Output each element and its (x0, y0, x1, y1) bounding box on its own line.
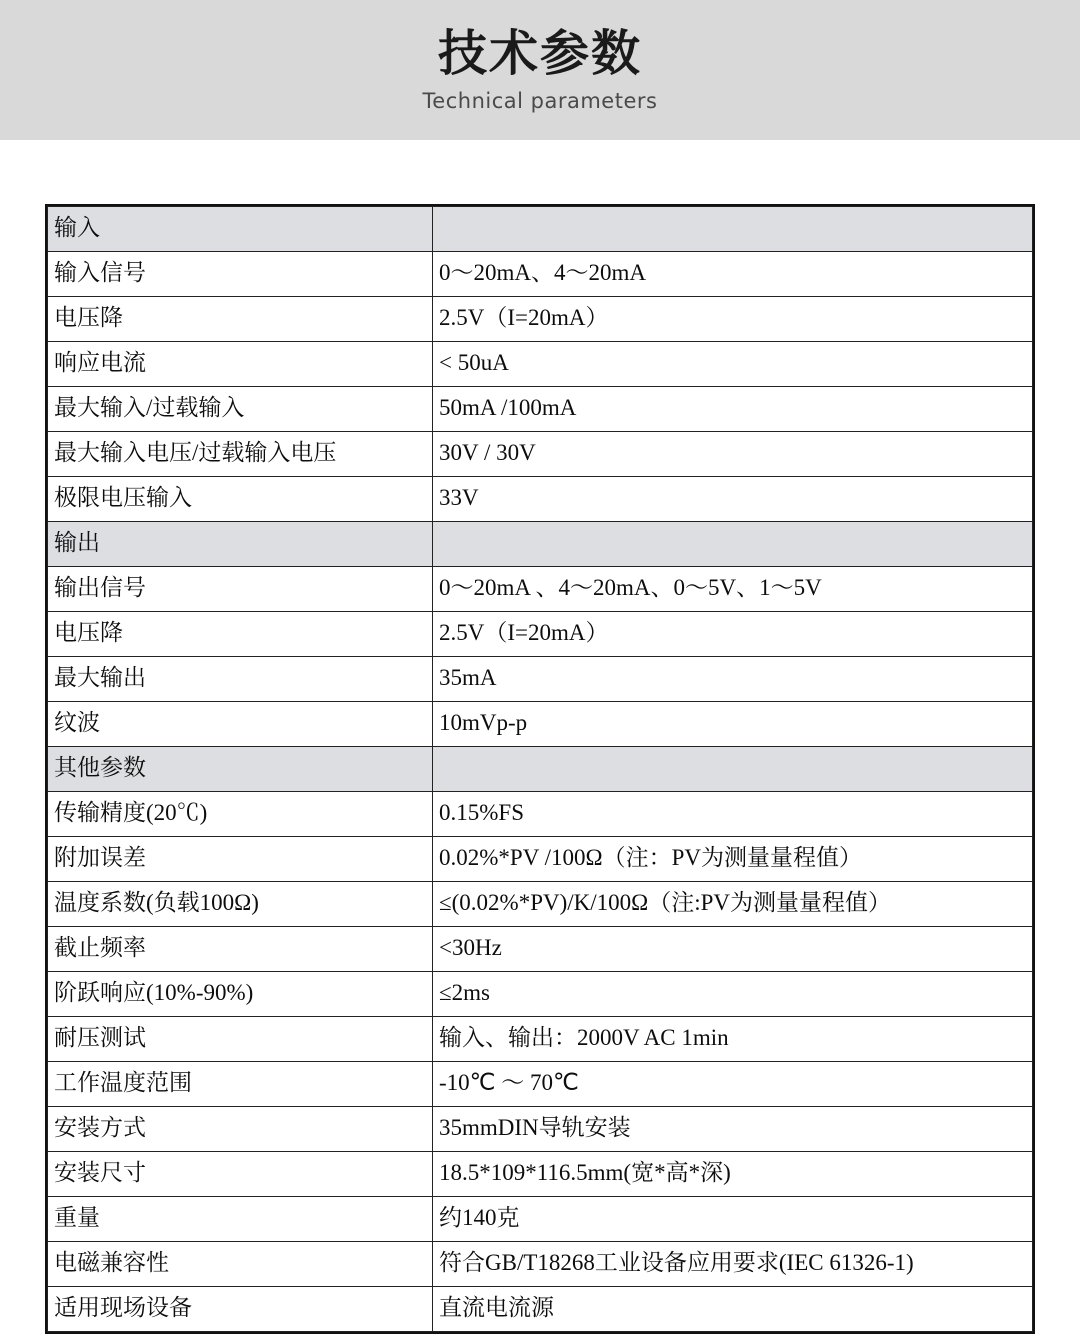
table-row (48, 1017, 1033, 1062)
table-row (48, 702, 1033, 747)
table-cell-value: 50mA /100mA (433, 387, 1033, 432)
table-row (48, 972, 1033, 1017)
table-row (48, 882, 1033, 927)
table-cell-value: 30V / 30V (433, 432, 1033, 477)
table-cell-value: 0.02%*PV /100Ω（注：PV为测量量程值） (433, 837, 1033, 882)
table-cell-label: 阶跃响应(10%-90%) (48, 972, 433, 1017)
table-cell-label: 重量 (48, 1197, 433, 1242)
table-cell-label: 输出信号 (48, 567, 433, 612)
table-cell-value: 输入、输出：2000V AC 1min (433, 1017, 1033, 1062)
table-row (48, 792, 1033, 837)
table-row (48, 1107, 1033, 1152)
table-cell-label: 电压降 (48, 297, 433, 342)
table-cell-label: 截止频率 (48, 927, 433, 972)
table-cell-value: ≤2ms (433, 972, 1033, 1017)
table-cell-label: 适用现场设备 (48, 1287, 433, 1332)
table-cell-label: 耐压测试 (48, 1017, 433, 1062)
table-cell-label: 电磁兼容性 (48, 1242, 433, 1287)
table-row (48, 432, 1033, 477)
table-row (48, 387, 1033, 432)
table-section-row (48, 207, 1033, 252)
table-row (48, 567, 1033, 612)
table-cell-value: 符合GB/T18268工业设备应用要求(IEC 61326-1) (433, 1242, 1033, 1287)
table-cell-value: 直流电流源 (433, 1287, 1033, 1332)
table-cell-value: -10℃ ～ 70℃ (433, 1062, 1033, 1107)
table-cell-label: 输出 (48, 522, 433, 567)
table-cell-label: 纹波 (48, 702, 433, 747)
table-cell-value: 18.5*109*116.5mm(宽*高*深) (433, 1152, 1033, 1197)
table-cell-value: < 50uA (433, 342, 1033, 387)
table-cell-value: 约140克 (433, 1197, 1033, 1242)
table-row (48, 837, 1033, 882)
table-row (48, 612, 1033, 657)
table-cell-value: <30Hz (433, 927, 1033, 972)
table-cell-value: ≤(0.02%*PV)/K/100Ω（注:PV为测量量程值） (433, 882, 1033, 927)
table-cell-label: 电压降 (48, 612, 433, 657)
table-cell-label: 附加误差 (48, 837, 433, 882)
table-row (48, 927, 1033, 972)
page-title: 技术参数 (437, 25, 642, 82)
spec-table-body (48, 207, 1033, 1332)
spec-table-container (45, 204, 1035, 1334)
table-row (48, 1152, 1033, 1197)
table-row (48, 342, 1033, 387)
table-cell-label: 响应电流 (48, 342, 433, 387)
table-cell-label: 工作温度范围 (48, 1062, 433, 1107)
table-cell-label: 最大输入/过载输入 (48, 387, 433, 432)
table-cell-label: 传输精度(20℃) (48, 792, 433, 837)
table-cell-label: 输入 (48, 207, 433, 252)
table-row (48, 1287, 1033, 1332)
spec-table (47, 206, 1033, 1332)
table-cell-value (433, 207, 1033, 252)
page-subtitle: Technical parameters (422, 89, 658, 113)
table-row (48, 297, 1033, 342)
table-cell-label: 最大输入电压/过载输入电压 (48, 432, 433, 477)
table-cell-label: 安装方式 (48, 1107, 433, 1152)
table-cell-value: 10mVp-p (433, 702, 1033, 747)
table-row (48, 1197, 1033, 1242)
table-row (48, 657, 1033, 702)
table-row (48, 252, 1033, 297)
table-cell-value: 0～20mA、4～20mA (433, 252, 1033, 297)
table-cell-value: 35mmDIN导轨安装 (433, 1107, 1033, 1152)
table-cell-value: 0.15%FS (433, 792, 1033, 837)
table-cell-value (433, 522, 1033, 567)
table-row (48, 477, 1033, 522)
table-cell-value: 33V (433, 477, 1033, 522)
table-cell-value (433, 747, 1033, 792)
table-cell-label: 其他参数 (48, 747, 433, 792)
table-cell-label: 温度系数(负载100Ω) (48, 882, 433, 927)
page-banner (0, 0, 1080, 140)
table-cell-value: 2.5V（I=20mA） (433, 297, 1033, 342)
table-cell-value: 0～20mA 、4～20mA、0～5V、1～5V (433, 567, 1033, 612)
table-cell-value: 35mA (433, 657, 1033, 702)
table-section-row (48, 747, 1033, 792)
table-cell-value: 2.5V（I=20mA） (433, 612, 1033, 657)
table-cell-label: 最大输出 (48, 657, 433, 702)
table-row (48, 1242, 1033, 1287)
table-cell-label: 输入信号 (48, 252, 433, 297)
table-cell-label: 安装尺寸 (48, 1152, 433, 1197)
table-section-row (48, 522, 1033, 567)
table-row (48, 1062, 1033, 1107)
table-cell-label: 极限电压输入 (48, 477, 433, 522)
